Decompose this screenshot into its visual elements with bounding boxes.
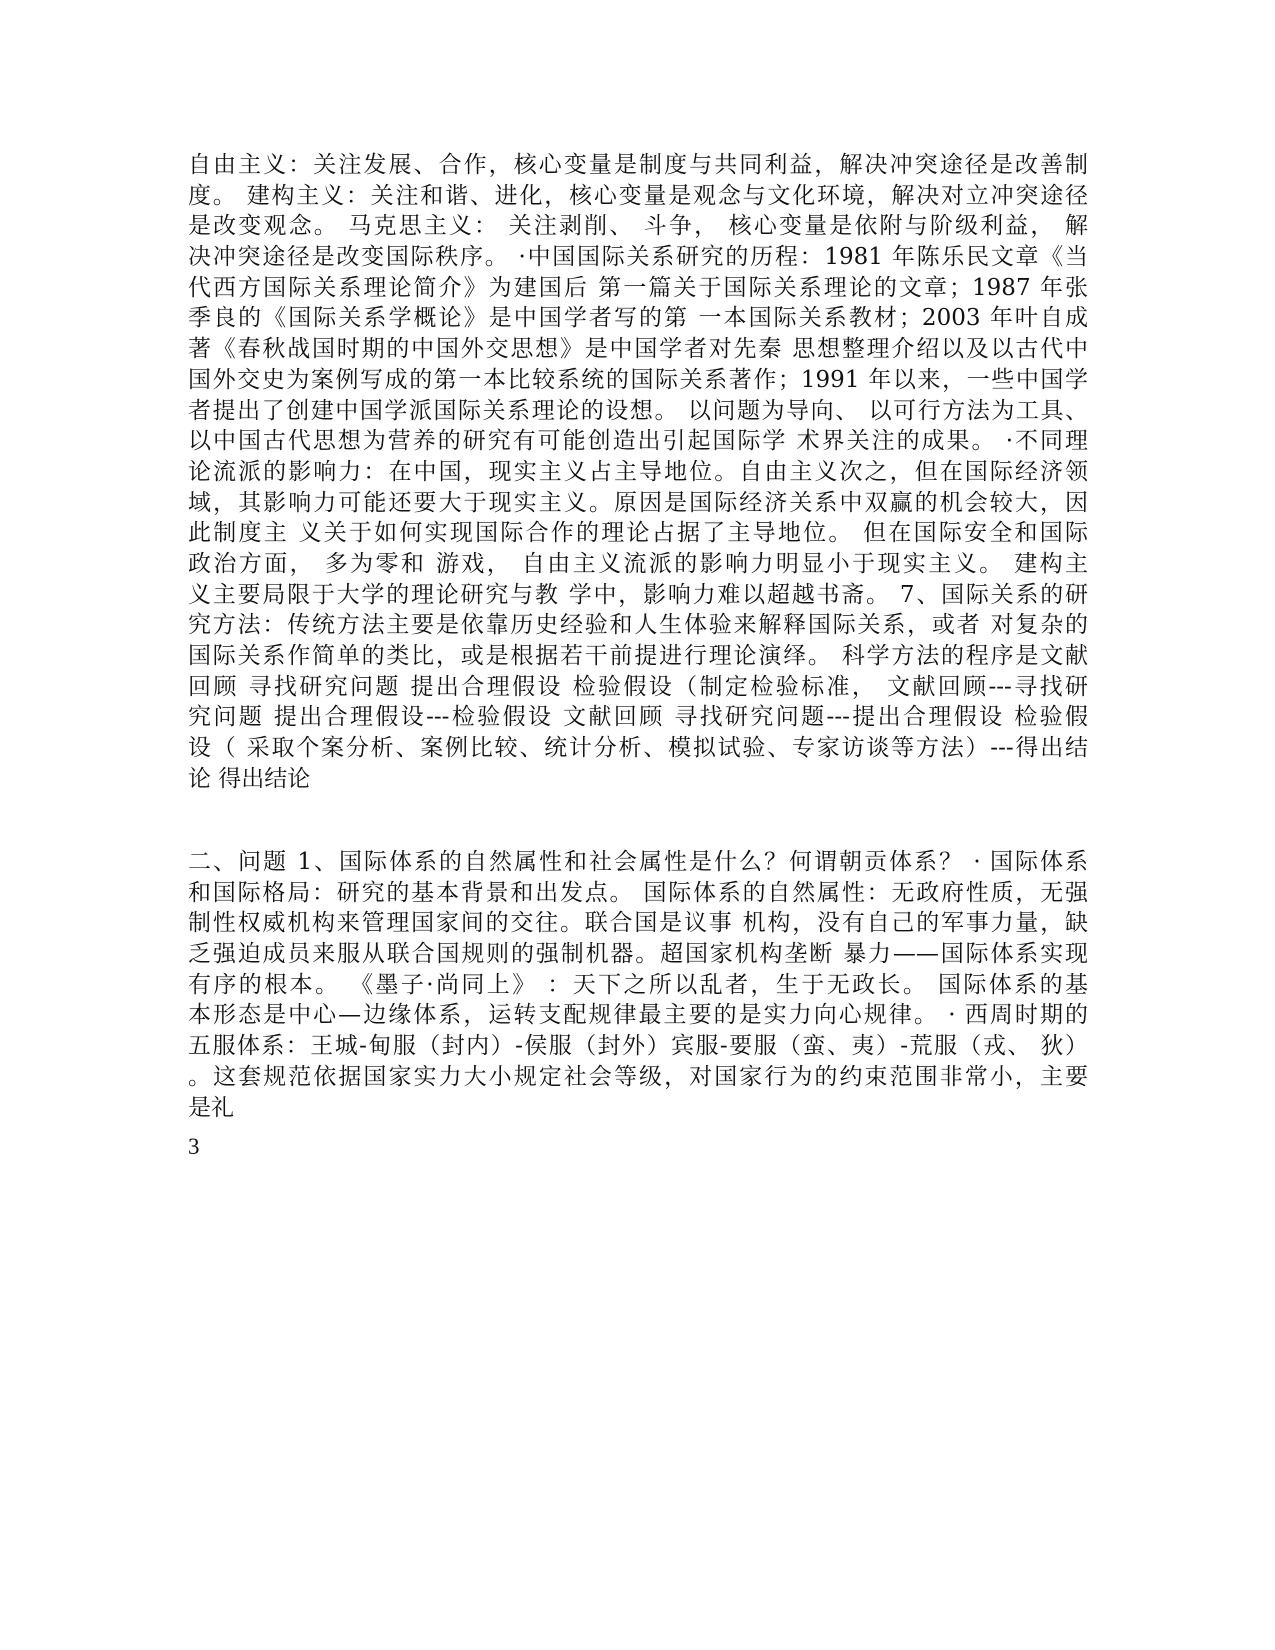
text-line: 究方法：传统方法主要是依靠历史经验和人生体验来解释国际关系，或者 对复杂的 (188, 612, 1088, 639)
text-line: 和国际格局：研究的基本背景和出发点。 国际体系的自然属性：无政府性质，无强 (188, 879, 1088, 906)
text-line: 论流派的影响力：在中国，现实主义占主导地位。自由主义次之，但在国际经济领 (188, 458, 1088, 485)
paragraph-question-international-system (188, 847, 1088, 1123)
text-line: 自由主义：关注发展、合作，核心变量是制度与共同利益，解决冲突途径是改善制 (188, 152, 1088, 178)
page-number: 3 (188, 1134, 200, 1159)
text-line: 域，其影响力可能还要大于现实主义。原因是国际经济关系中双赢的机会较大，因 (188, 489, 1088, 516)
paragraph-theories-and-research-methods (188, 150, 1088, 794)
text-line: 二、问题 1、国际体系的自然属性和社会属性是什么？何谓朝贡体系？ · 国际体系 (188, 849, 1088, 875)
text-line: 此制度主 义关于如何实现国际合作的理论占据了主导地位。 但在国际安全和国际 (188, 520, 1088, 547)
text-line: 者提出了创建中国学派国际关系理论的设想。 以问题为导向、 以可行方法为工具、 (188, 397, 1088, 424)
text-line: 代西方国际关系理论简介》为建国后 第一篇关于国际关系理论的文章；1987 年张 (188, 274, 1088, 301)
text-line: 五服体系：王城-甸服（封内）-侯服（封外）宾服-要服（蛮、夷）-荒服（戎、 狄） (188, 1033, 1088, 1060)
text-line: 究问题 提出合理假设---检验假设 文献回顾 寻找研究问题---提出合理假设 检验假 (188, 704, 1088, 731)
text-line: 设（ 采取个案分析、案例比较、统计分析、模拟试验、专家访谈等方法）---得出结 (188, 735, 1088, 762)
text-line: 以中国古代思想为营养的研究有可能创造出引起国际学 术界关注的成果。 ·不同理 (188, 428, 1088, 455)
text-line: 。这套规范依据国家实力大小规定社会等级，对国家行为的约束范围非常小，主要 (188, 1063, 1088, 1090)
text-line: 有序的根本。 《墨子·尚同上》 ：天下之所以乱者，生于无政长。 国际体系的基 (188, 971, 1088, 998)
text-line: 季良的《国际关系学概论》是中国学者写的第 一本国际关系教材；2003 年叶自成 (188, 305, 1088, 332)
text-line: 制性权威机构来管理国家间的交往。联合国是议事 机构，没有自己的军事力量，缺 (188, 910, 1088, 937)
text-line: 决冲突途径是改变国际秩序。 ·中国国际关系研究的历程：1981 年陈乐民文章《当 (188, 244, 1088, 271)
text-line: 是礼 (188, 1094, 234, 1121)
text-line: 国外交史为案例写成的第一本比较系统的国际关系著作；1991 年以来，一些中国学 (188, 366, 1088, 393)
text-line: 国际关系作简单的类比，或是根据若干前提进行理论演绎。 科学方法的程序是文献 (188, 643, 1088, 669)
text-line: 本形态是中心—边缘体系，运转支配规律最主要的是实力向心规律。 · 西周时期的 (188, 1002, 1088, 1029)
text-line: 政治方面， 多为零和 游戏， 自由主义流派的影响力明显小于现实主义。 建构主 (188, 550, 1088, 577)
text-line: 度。 建构主义：关注和谐、进化，核心变量是观念与文化环境，解决对立冲突途径 (188, 182, 1088, 209)
text-line: 义主要局限于大学的理论研究与教 学中，影响力难以超越书斋。 7、国际关系的研 (188, 581, 1088, 608)
text-line: 乏强迫成员来服从联合国规则的强制机器。超国家机构垄断 暴力——国际体系实现 (188, 941, 1088, 968)
text-line: 著《春秋战国时期的中国外交思想》是中国学者对先秦 思想整理介绍以及以古代中 (188, 336, 1088, 363)
text-line: 论 得出结论 (188, 765, 311, 792)
text-line: 回顾 寻找研究问题 提出合理假设 检验假设（制定检验标准， 文献回顾---寻找研 (188, 673, 1088, 700)
text-line: 是改变观念。 马克思主义： 关注剥削、 斗争， 核心变量是依附与阶级利益， 解 (188, 213, 1088, 240)
